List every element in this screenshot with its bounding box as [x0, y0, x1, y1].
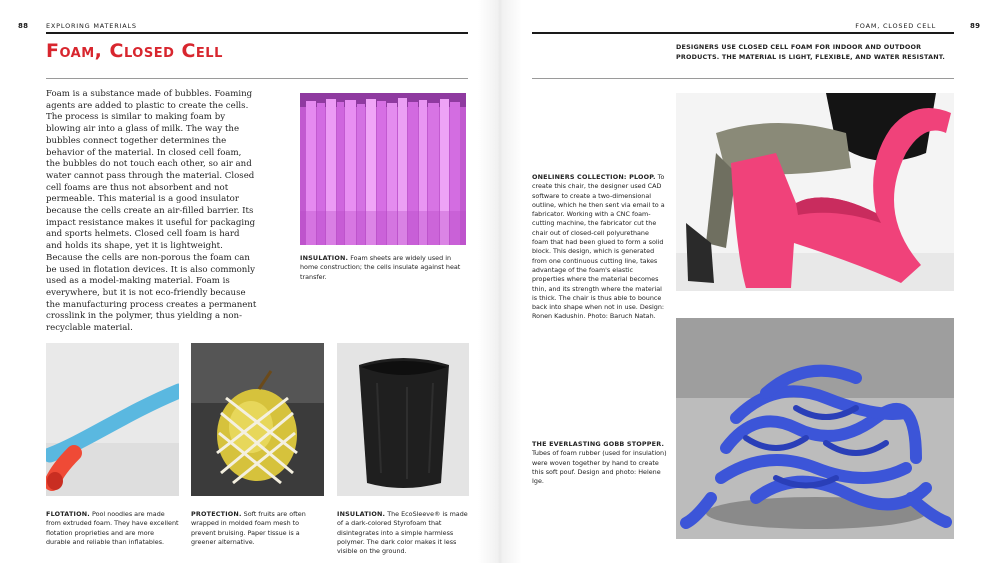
caption-text: Pool noodles are made from extruded foam. They have excellent flotation proprieties and are more durable and reliable than inflatables.	[46, 510, 179, 546]
caption-text: To create this chair, the designer used CAD software to create a two-dimensional outline, which he then sent via email to a fabricator. Working with a CNC foam-cutting machine, the fabricator cut the chair out of closed-cell polyurethane foam that had been glued to form a solid block. This design, which is generated from one continuous cutting line, takes advantage of the foam's elastic properties where the material becomes thin, and its strength where the material is thick. The chair is thus able to bounce back into shape when not in use. Design: Ronen Kadushin. Photo: Baruch Natah.	[532, 173, 665, 321]
caption-lead: FLOTATION.	[46, 510, 90, 518]
gutter	[478, 0, 522, 563]
photo-fruit-mesh	[191, 343, 324, 496]
caption-lead: INSULATION.	[300, 254, 349, 262]
caption-flotation	[46, 510, 179, 547]
header-rule-left	[46, 32, 468, 34]
title-rule	[46, 78, 468, 79]
caption-text: Tubes of foam rubber (used for insulation) were woven together by hand to create this soft pouf. Design and photo: Helene Ige.	[532, 449, 667, 486]
intro-rule	[532, 78, 954, 79]
caption-protection	[191, 510, 324, 547]
caption-text: Soft fruits are often wrapped in molded foam mesh to prevent bruising. Paper tissue is a greener alternative.	[191, 510, 306, 546]
caption-text: The EcoSleeve® is made of a dark-colored Styrofoam that disintegrates into a simple harmless polymer. The dark color makes it less visible on the ground.	[337, 510, 468, 556]
photo-ecosleeve	[337, 343, 469, 496]
page-title: Foam, Closed Cell	[46, 40, 223, 62]
caption-oneliners	[532, 173, 667, 322]
body-paragraph: Foam is a substance made of bubbles. Foaming agents are added to plastic to create the cells. The process is similar to making foam by blowing air into a glass of milk. The way the bubbles connect together determines the behavior of the material. In closed cell foam, the bubbles do not touch each other, so air and water cannot pass through the material. Closed cell foams are thus not absorbent and not permeable. This material is a good insulator because the cells create an air-filled barrier. Its impact resistance makes it useful for packaging and sports helmets. Closed cell foam is hard and holds its shape, yet it is lightweight. Because the cells are non-porous the foam can be used in flotation devices. It is also commonly used as a model-making material. Foam is everywhere, but it is not eco-friendly because the manufacturing process creates a permanent crosslink in the polymer, thus yielding a non-recyclable material.	[46, 89, 257, 334]
photo-gobb-pouf	[676, 318, 954, 539]
caption-lead: THE EVERLASTING GOBB STOPPER.	[532, 440, 665, 448]
running-head-left: EXPLORING MATERIALS	[46, 22, 137, 30]
photo-foam-sheets	[300, 93, 466, 245]
caption-lead: PROTECTION.	[191, 510, 242, 518]
caption-insulation-sleeve	[337, 510, 469, 556]
caption-text: Foam sheets are widely used in home construction; the cells insulate against heat transfer.	[300, 254, 461, 281]
caption-gobb	[532, 440, 667, 486]
caption-lead: ONELINERS COLLECTION: PLOOP.	[532, 173, 656, 181]
header-rule-right	[532, 32, 954, 34]
page-number-left: 88	[18, 22, 29, 30]
page-number-right: 89	[970, 22, 981, 30]
right-intro: DESIGNERS USE CLOSED CELL FOAM FOR INDOOR AND OUTDOOR PRODUCTS. THE MATERIAL IS LIGHT, FLEXIBLE, AND WATER RESISTANT.	[676, 43, 945, 61]
photo-ploop-chair	[676, 93, 954, 291]
running-head-right: FOAM, CLOSED CELL	[855, 22, 936, 30]
caption-insulation-sheets	[300, 254, 468, 282]
caption-lead: INSULATION.	[337, 510, 386, 518]
photo-pool-noodles	[46, 343, 179, 496]
